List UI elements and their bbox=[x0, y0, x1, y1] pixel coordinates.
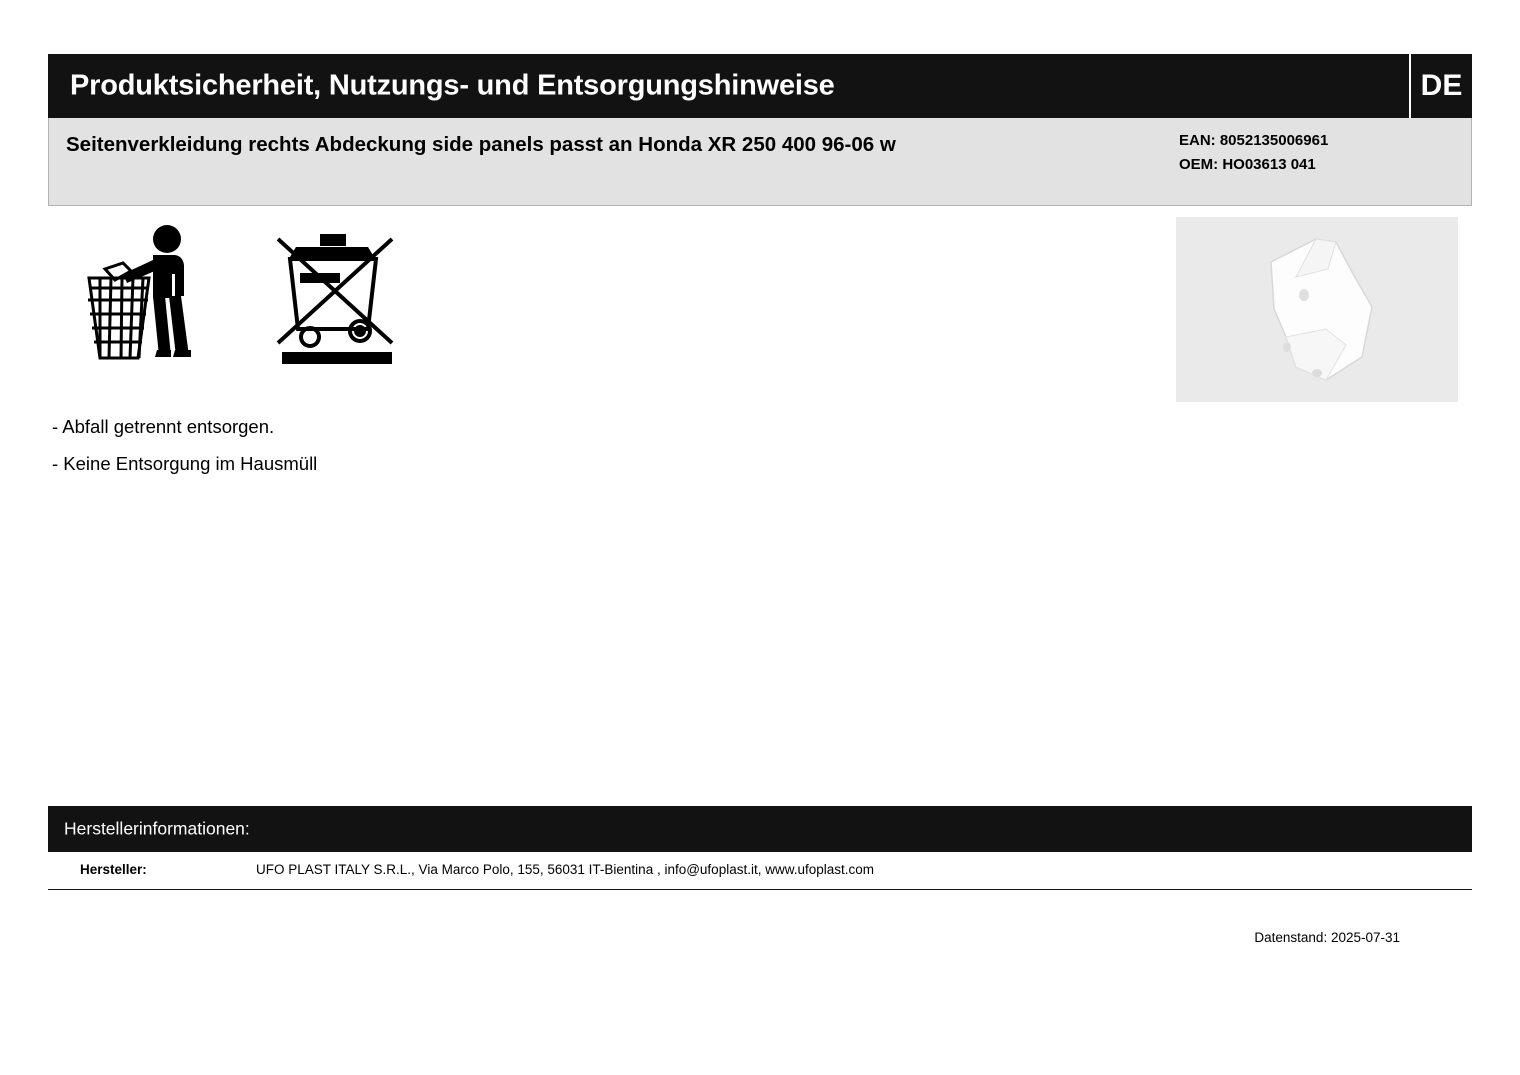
product-oem: OEM: HO03613 041 bbox=[1179, 156, 1316, 173]
disposal-note: - Keine Entsorgung im Hausmüll bbox=[52, 453, 318, 474]
language-cell bbox=[1409, 54, 1472, 118]
manufacturer-value: UFO PLAST ITALY S.R.L., Via Marco Polo, 155, 56031 IT-Bientina , info@ufoplast.it, www.ufoplast.com bbox=[256, 862, 875, 877]
disposal-notes bbox=[52, 408, 952, 482]
page-title: Produktsicherheit, Nutzungs- und Entsorgungshinweise bbox=[70, 69, 835, 102]
disposal-note: - Abfall getrennt entsorgen. bbox=[52, 416, 275, 437]
manufacturer-label: Hersteller: bbox=[80, 862, 147, 877]
product-image bbox=[1176, 217, 1458, 402]
pictogram-group bbox=[78, 222, 408, 382]
product-info-band bbox=[48, 118, 1472, 206]
data-status: Datenstand: 2025-07-31 bbox=[1254, 930, 1400, 945]
product-codes bbox=[1179, 129, 1328, 177]
language-code: DE bbox=[1420, 69, 1463, 102]
manufacturer-section-header bbox=[48, 806, 1472, 852]
litter-bin-icon bbox=[83, 222, 213, 387]
manufacturer-row bbox=[48, 852, 1472, 890]
product-name: Seitenverkleidung rechts Abdeckung side panels passt an Honda XR 250 400 96-06 w bbox=[66, 133, 896, 156]
document-header bbox=[48, 54, 1472, 118]
product-ean: EAN: 8052135006961 bbox=[1179, 132, 1329, 149]
weee-crossed-bin-icon bbox=[274, 225, 399, 378]
manufacturer-section-title: Herstellerinformationen: bbox=[64, 818, 250, 839]
